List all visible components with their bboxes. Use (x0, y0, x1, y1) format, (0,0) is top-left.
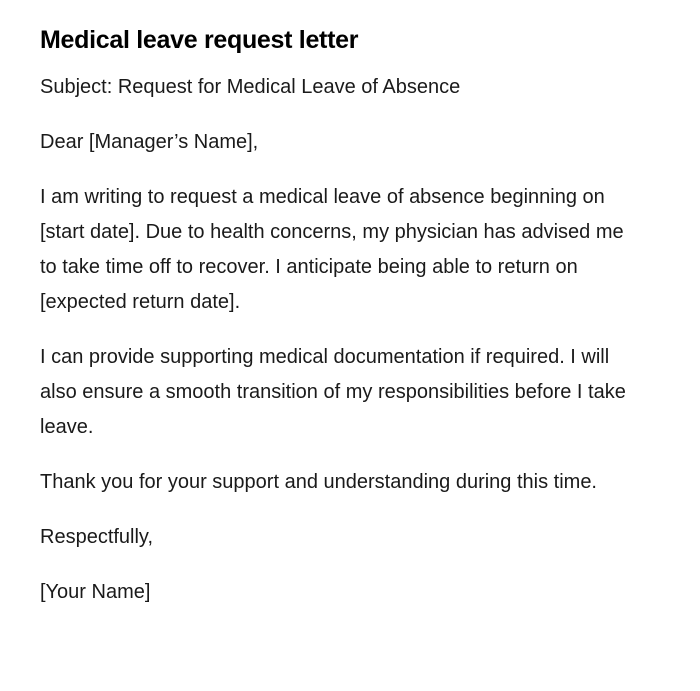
subject-line: Subject: Request for Medical Leave of Absence (40, 76, 461, 98)
body-paragraph-request: I am writing to request a medical leave of absence beginning on [start date]. Due to health concerns, my physician has advised me to take time off to recover. I anticipate being able to return on [expected return date]. (40, 186, 624, 313)
body-paragraph-documentation: I can provide supporting medical documentation if required. I will also ensure a smooth transition of my responsibilities before I take leave. (40, 346, 626, 438)
closing: Respectfully, (40, 526, 154, 548)
letter-document (40, 22, 640, 630)
salutation: Dear [Manager’s Name], (40, 131, 259, 153)
signature: [Your Name] (40, 581, 151, 603)
body-paragraph-thanks: Thank you for your support and understanding during this time. (40, 471, 597, 493)
page-title: Medical leave request letter (40, 26, 359, 54)
